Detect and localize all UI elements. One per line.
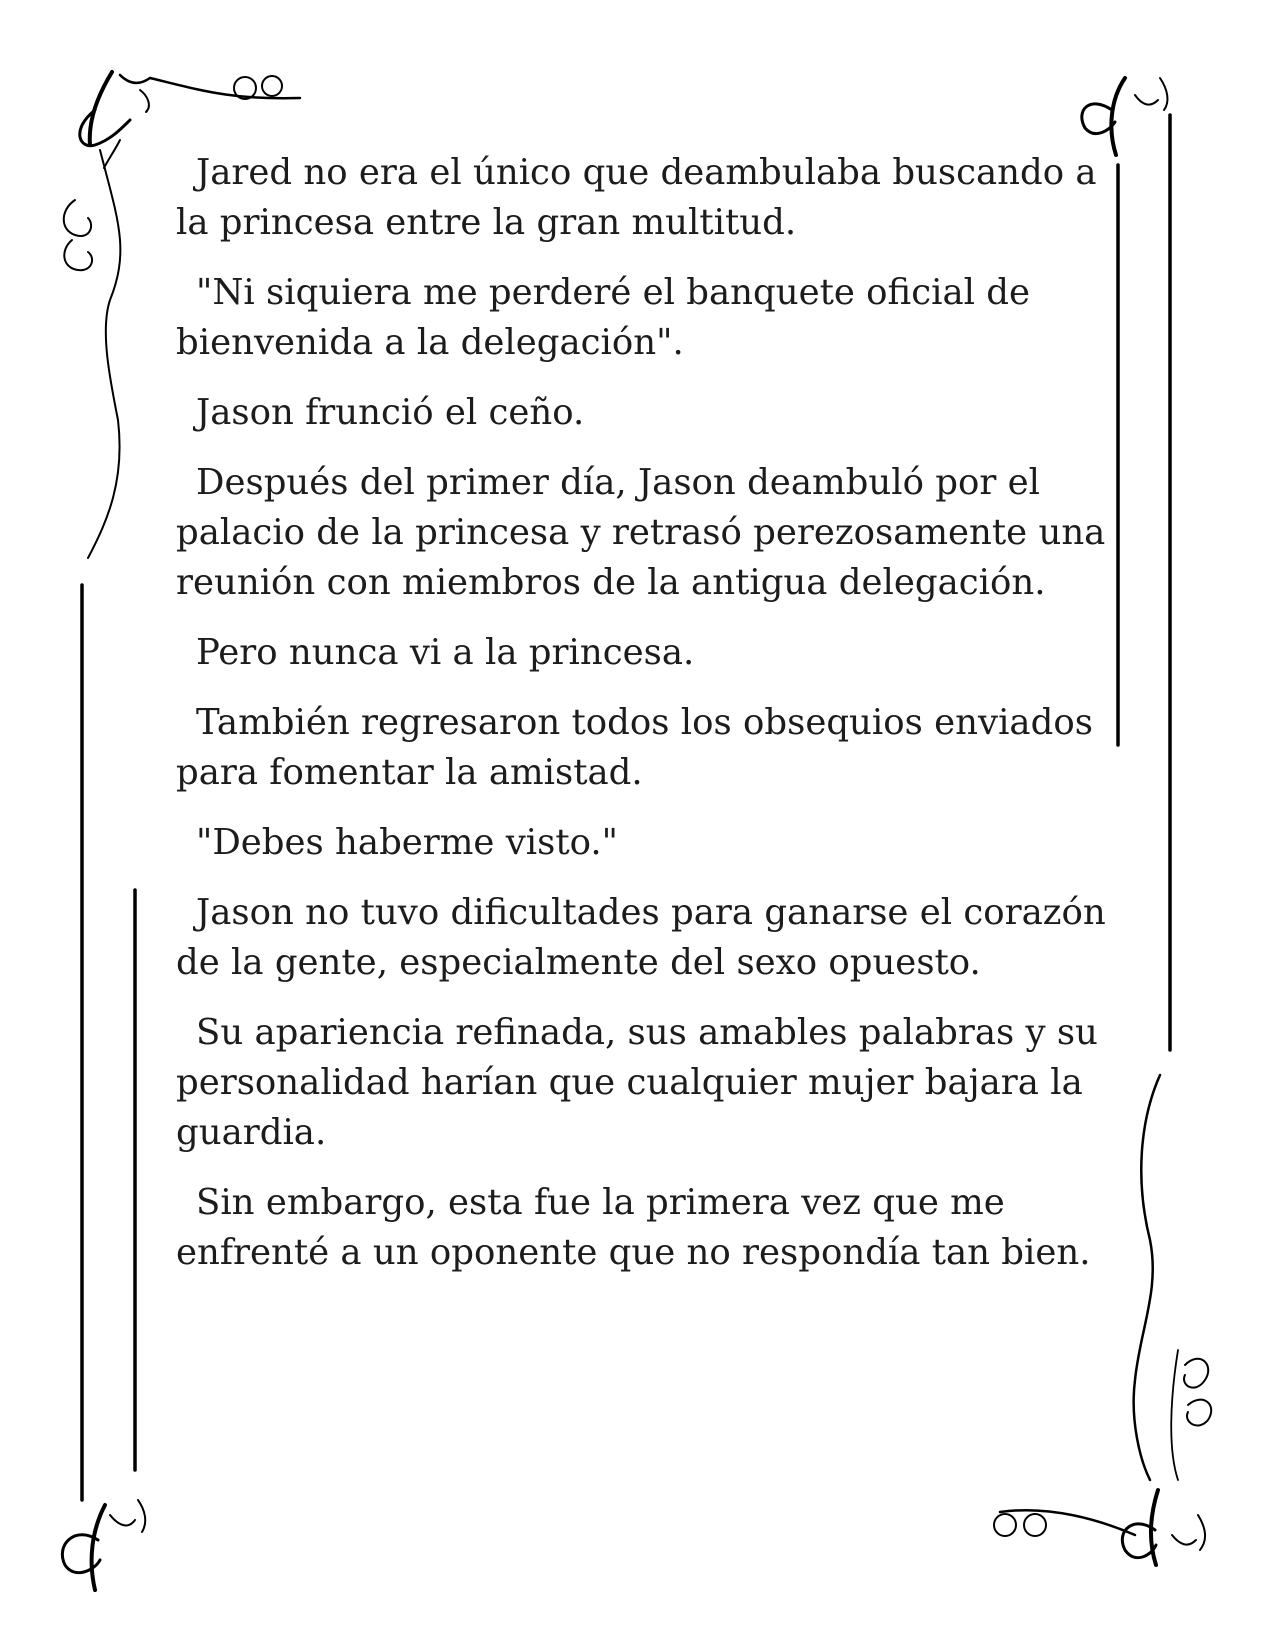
paragraph: Jason no tuvo dificultades para ganarse el corazón de la gente, especialmente del sexo opuesto. <box>176 892 1106 983</box>
text-column <box>176 148 1106 1298</box>
top-right-flourish <box>1082 78 1168 155</box>
paragraph: Después del primer día, Jason deambuló por el palacio de la princesa y retrasó perezosamente una reunión con miembros de la antigua delegación. <box>176 462 1106 603</box>
paragraph: Su apariencia refinada, sus amables palabras y su personalidad harían que cualquier mujer bajara la guardia. <box>176 1012 1098 1153</box>
paragraph: Sin embargo, esta fue la primera vez que me enfrenté a un oponente que no respondía tan bien. <box>176 1182 1091 1273</box>
paragraph: Jared no era el único que deambulaba buscando a la princesa entre la gran multitud. <box>176 152 1097 243</box>
paragraph: Pero nunca vi a la princesa. <box>196 632 695 673</box>
paragraph: "Ni siquiera me perderé el banquete oficial de bienvenida a la delegación". <box>176 272 1031 363</box>
paragraph: Jason frunció el ceño. <box>196 392 585 433</box>
paragraph: También regresaron todos los obsequios enviados para fomentar la amistad. <box>176 702 1093 793</box>
bottom-left-flourish <box>62 1500 145 1590</box>
paragraph: "Debes haberme visto." <box>196 822 618 863</box>
